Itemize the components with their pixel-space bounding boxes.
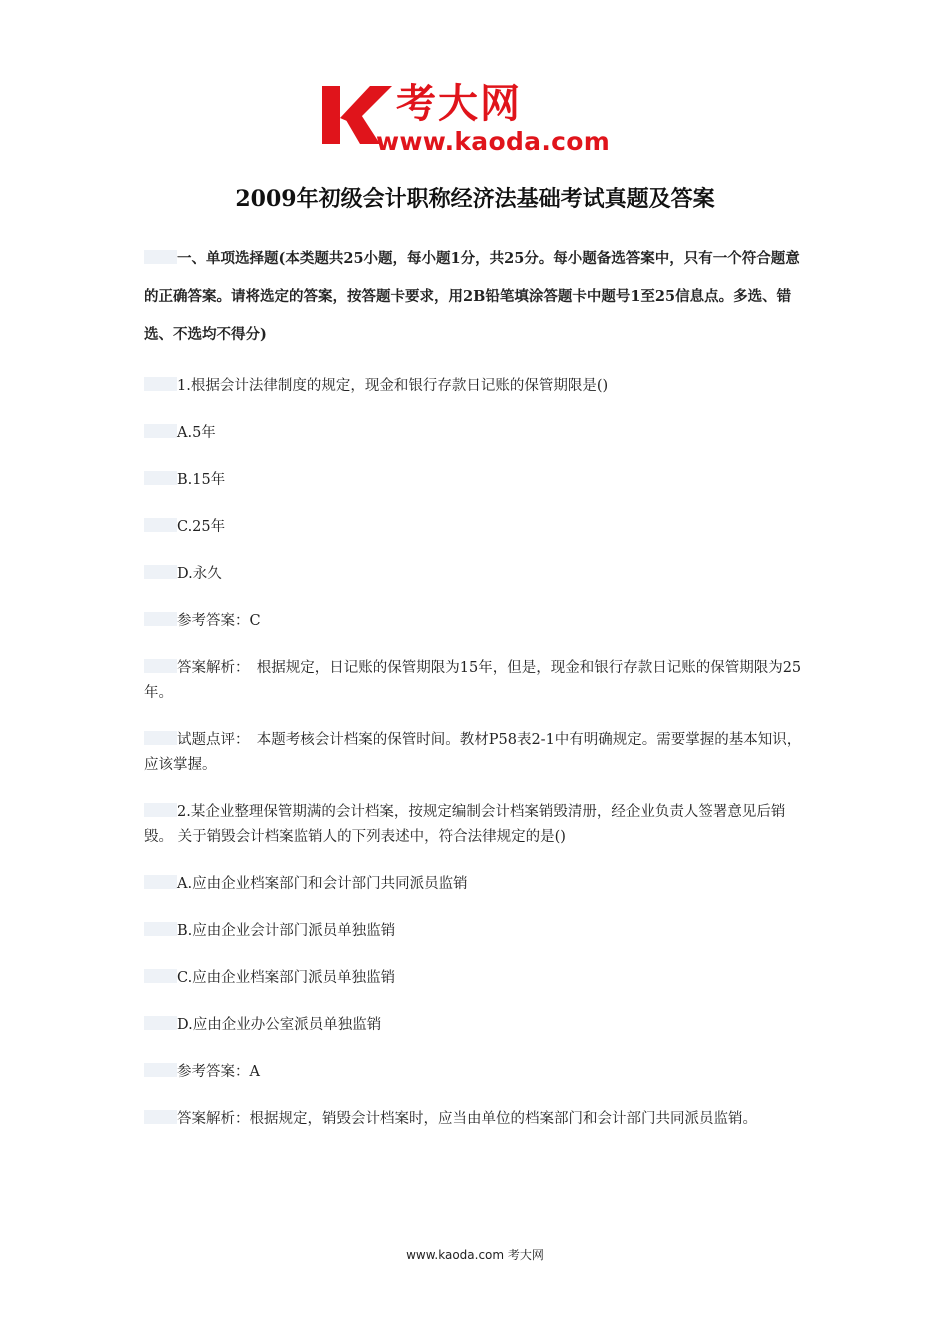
q1-answer-text: 参考答案：C	[177, 613, 261, 629]
question-2-text: 2.某企业整理保管期满的会计档案，按规定编制会计档案销毁清册，经企业负责人签署意见后销毁。 关于销毁会计档案监销人的下列表述中，符合法律规定的是()	[144, 804, 786, 845]
indent-highlight	[144, 565, 177, 579]
q1-comment-text: 试题点评： 本题考核会计档案的保管时间。教材P58表2-1中有明确规定。需要掌握的基本知识，应该掌握。	[144, 732, 802, 773]
q1-option-b-text: B.15年	[177, 472, 226, 488]
q2-answer-text: 参考答案：A	[177, 1064, 260, 1080]
q1-option-c	[144, 515, 808, 540]
q1-comment	[144, 728, 808, 778]
section-heading-text: 一、单项选择题(本类题共25小题，每小题1分，共25分。每小题备选答案中，只有一个符合题意的正确答案。请将选定的答案，按答题卡要求，用2B铅笔填涂答题卡中题号1至25信息点。多选、错选、不选均不得分)	[144, 250, 800, 343]
q2-analysis	[144, 1107, 808, 1132]
q1-answer	[144, 609, 808, 634]
indent-highlight	[144, 424, 177, 438]
q2-option-d	[144, 1013, 808, 1038]
indent-highlight	[144, 922, 177, 936]
q1-option-a-text: A.5年	[177, 425, 216, 441]
q1-option-c-text: C.25年	[177, 519, 226, 535]
indent-highlight	[144, 659, 177, 673]
indent-highlight	[144, 471, 177, 485]
indent-highlight	[144, 250, 177, 264]
page-footer[interactable]: www.kaoda.com 考大网	[406, 1248, 544, 1262]
q2-option-d-text: D.应由企业办公室派员单独监销	[177, 1017, 382, 1033]
q2-option-b-text: B.应由企业会计部门派员单独监销	[177, 923, 396, 939]
kaoda-logo[interactable]	[318, 80, 640, 160]
q1-option-b	[144, 468, 808, 493]
q2-option-b	[144, 919, 808, 944]
indent-highlight	[144, 1110, 177, 1124]
section-heading	[144, 240, 808, 354]
indent-highlight	[144, 518, 177, 532]
q2-option-c-text: C.应由企业档案部门派员单独监销	[177, 970, 396, 986]
indent-highlight	[144, 612, 177, 626]
question-2	[144, 800, 808, 850]
indent-highlight	[144, 803, 177, 817]
q1-analysis	[144, 656, 808, 706]
q1-option-d	[144, 562, 808, 587]
document-body	[144, 240, 808, 1132]
indent-highlight	[144, 377, 177, 391]
q2-option-a	[144, 872, 808, 897]
q2-analysis-text: 答案解析：根据规定，销毁会计档案时，应当由单位的档案部门和会计部门共同派员监销。	[177, 1111, 757, 1127]
document-title: 2009年初级会计职称经济法基础考试真题及答案	[235, 186, 715, 212]
indent-highlight	[144, 731, 177, 745]
q2-option-a-text: A.应由企业档案部门和会计部门共同派员监销	[177, 876, 468, 892]
indent-highlight	[144, 1063, 177, 1077]
q1-analysis-text: 答案解析： 根据规定，日记账的保管期限为15年，但是，现金和银行存款日记账的保管期限为25年。	[144, 660, 802, 701]
logo-url: www.kaoda.com	[376, 127, 611, 156]
indent-highlight	[144, 875, 177, 889]
q1-option-d-text: D.永久	[177, 566, 222, 582]
q2-option-c	[144, 966, 808, 991]
logo-brand-name: 考大网	[396, 81, 522, 127]
q1-option-a	[144, 421, 808, 446]
q2-answer	[144, 1060, 808, 1085]
indent-highlight	[144, 1016, 177, 1030]
question-1	[144, 374, 808, 399]
indent-highlight	[144, 969, 177, 983]
question-1-text: 1.根据会计法律制度的规定，现金和银行存款日记账的保管期限是()	[177, 378, 609, 394]
